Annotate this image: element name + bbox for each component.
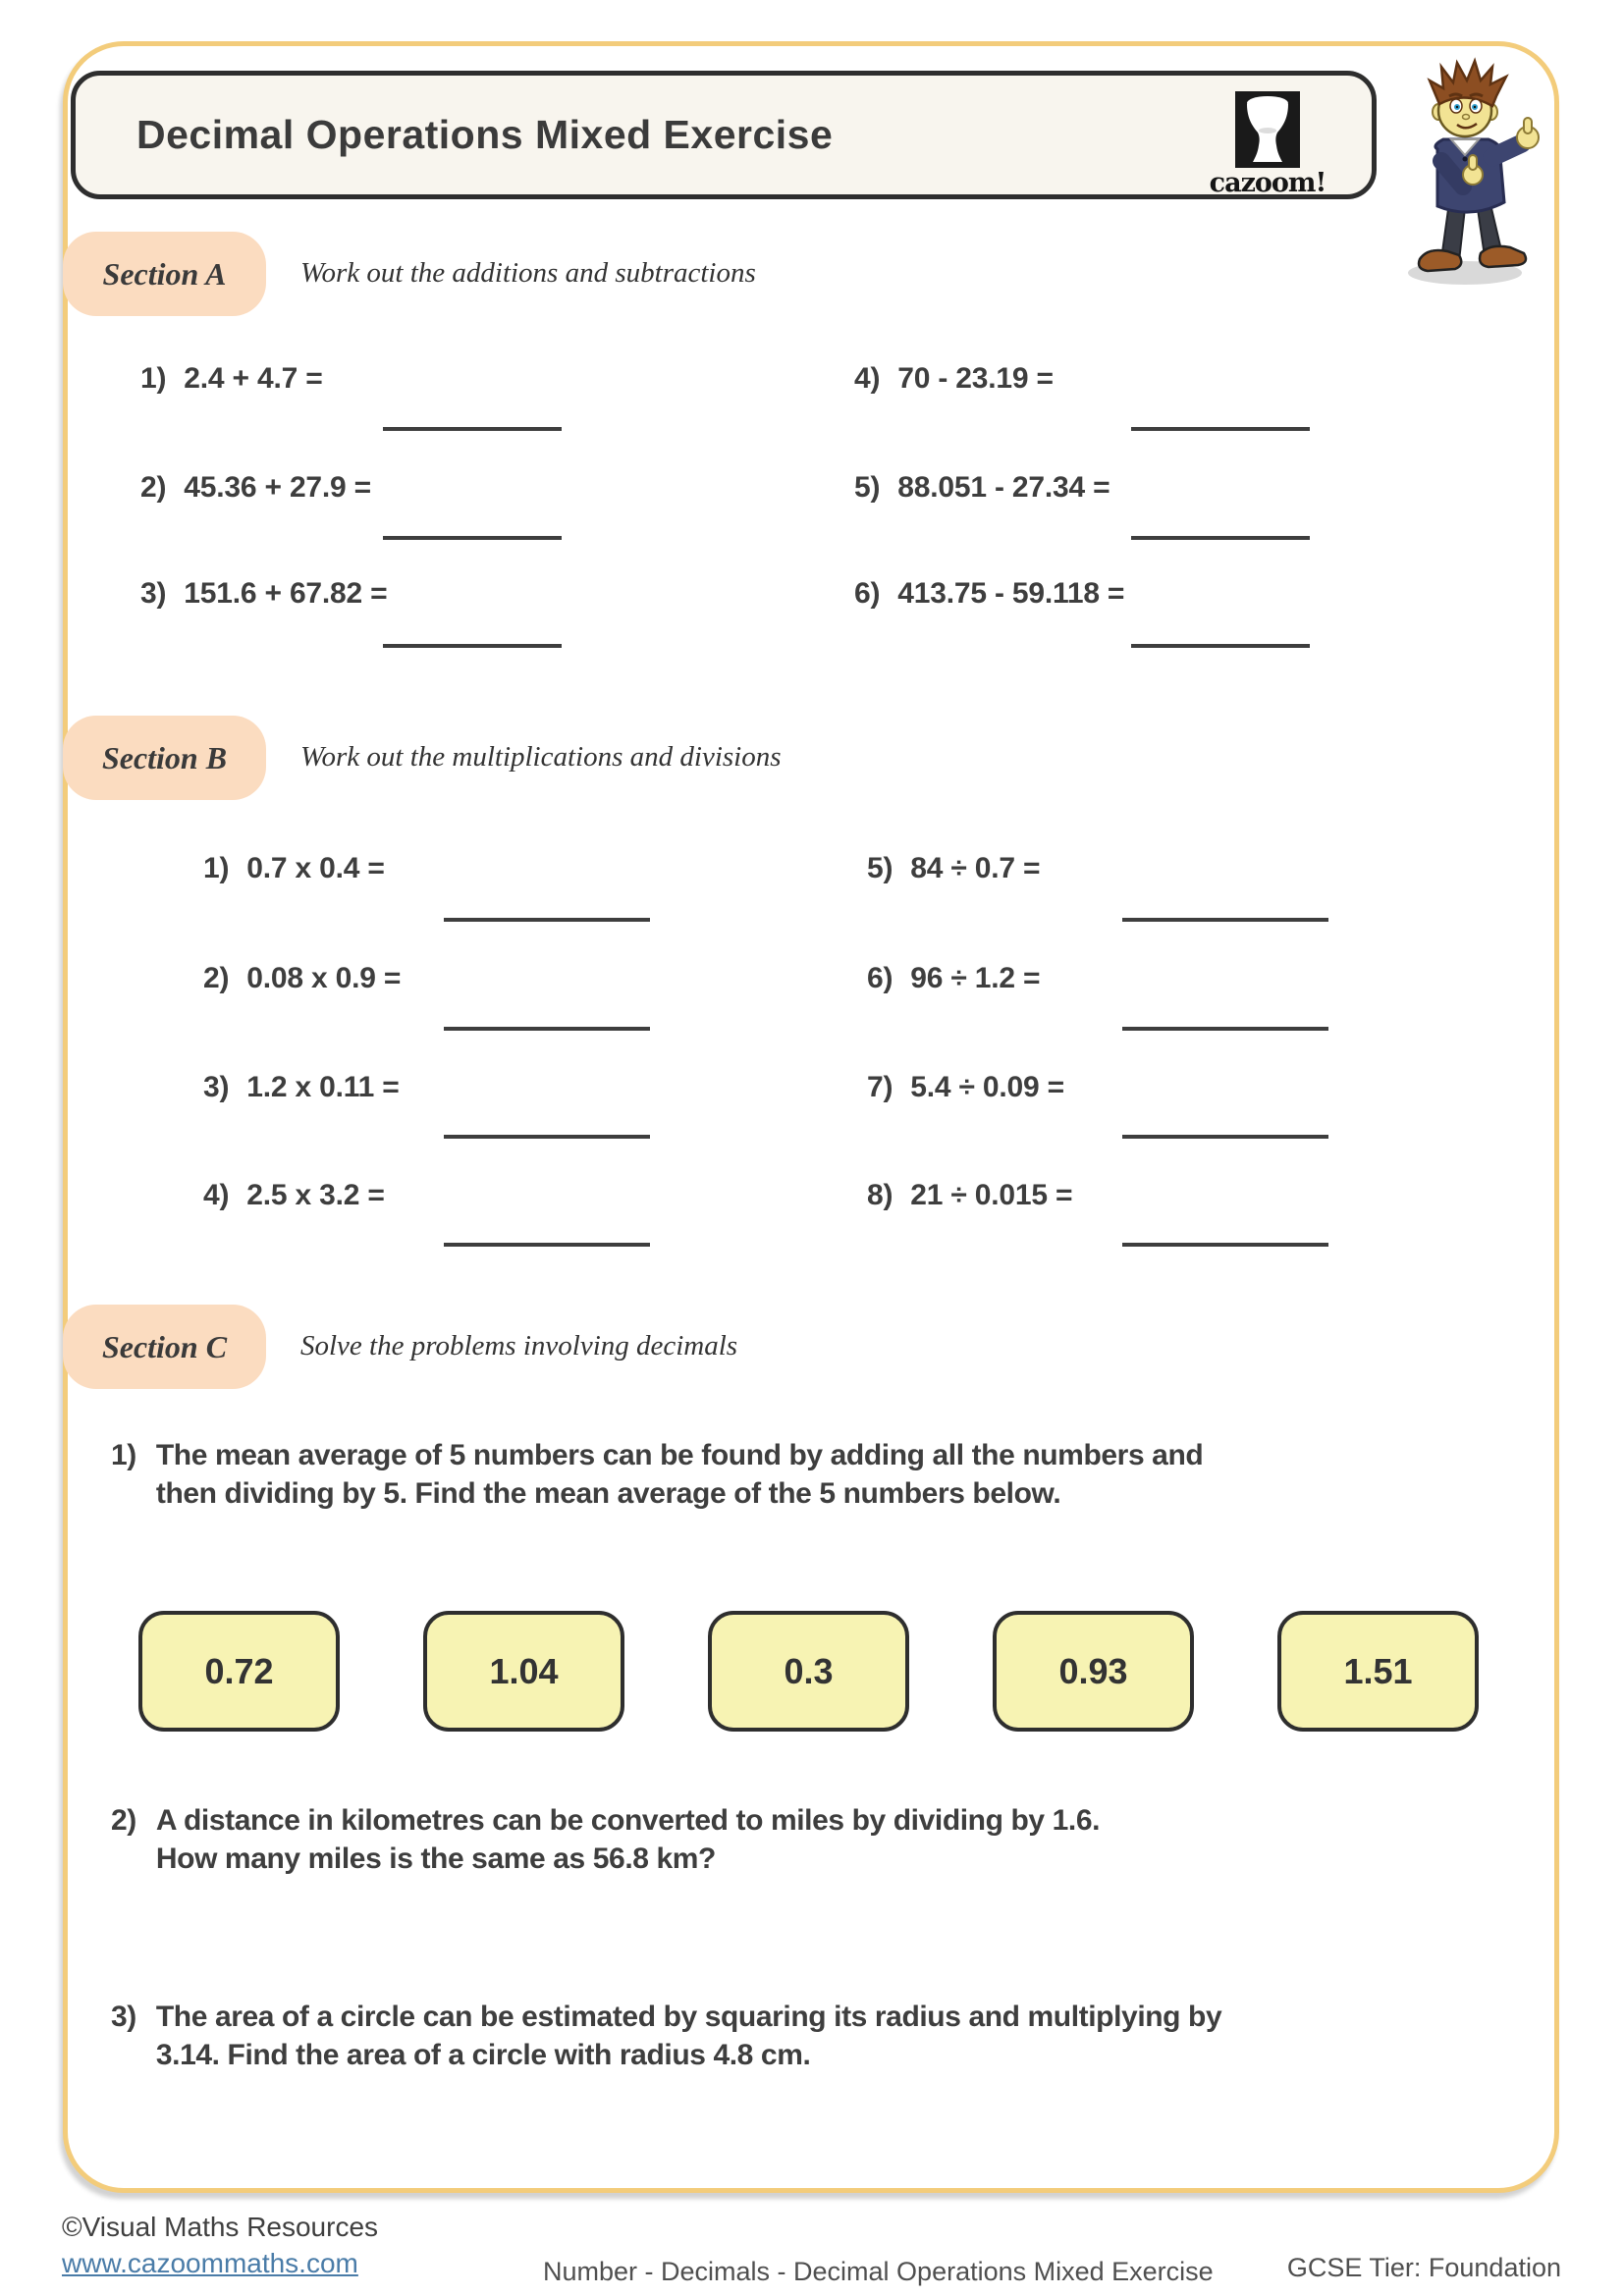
answer-line-b6[interactable] [1122, 1027, 1328, 1031]
problem-text-line: A distance in kilometres can be converted to miles by dividing by 1.6. [155, 1804, 1101, 1837]
number-card: 0.3 [708, 1611, 909, 1732]
answer-line-a3[interactable] [383, 644, 562, 648]
problem-expression: 84 ÷ 0.7 = [910, 852, 1041, 884]
section-b-instruction: Work out the multiplications and divisions [300, 741, 782, 773]
problem-number: 8) [867, 1179, 893, 1211]
number-card: 1.51 [1277, 1611, 1479, 1732]
answer-line-a5[interactable] [1131, 536, 1310, 540]
title-box [71, 71, 1377, 199]
problem-expression: 0.7 x 0.4 = [246, 852, 385, 884]
problem-b5 [867, 852, 1040, 885]
problem-number: 1) [111, 1439, 136, 1471]
problem-text-line: How many miles is the same as 56.8 km? [155, 1842, 716, 1875]
problem-expression: 2.5 x 3.2 = [246, 1179, 385, 1211]
problem-a3 [140, 577, 387, 611]
section-c-label: Section C [63, 1305, 266, 1389]
problem-expression: 70 - 23.19 = [897, 362, 1054, 395]
number-cards [138, 1611, 1484, 1732]
problem-text-line: The mean average of 5 numbers can be found by adding all the numbers and [155, 1439, 1204, 1471]
problem-number: 3) [203, 1071, 230, 1103]
answer-line-b5[interactable] [1122, 918, 1328, 922]
breadcrumb: Number - Decimals - Decimal Operations Mixed Exercise [543, 2257, 1214, 2286]
answer-line-a4[interactable] [1131, 427, 1310, 431]
number-card: 0.93 [993, 1611, 1194, 1732]
answer-line-b1[interactable] [444, 918, 650, 922]
mascot-character [1382, 55, 1551, 294]
problem-number: 3) [111, 2001, 136, 2033]
problem-a4 [854, 362, 1054, 396]
problem-a5 [854, 471, 1110, 505]
copyright-text: ©Visual Maths Resources [62, 2212, 379, 2242]
page-title: Decimal Operations Mixed Exercise [136, 112, 834, 157]
problem-expression: 45.36 + 27.9 = [184, 471, 371, 504]
answer-line-b7[interactable] [1122, 1135, 1328, 1139]
problem-b2 [203, 962, 401, 995]
answer-line-b8[interactable] [1122, 1243, 1328, 1247]
problem-expression: 1.2 x 0.11 = [246, 1071, 400, 1103]
section-b-label: Section B [63, 716, 266, 800]
problem-a2 [140, 471, 371, 505]
problem-number: 2) [140, 471, 167, 504]
problem-b1 [203, 852, 385, 885]
number-card: 0.72 [138, 1611, 340, 1732]
problem-b7 [867, 1071, 1064, 1104]
section-a-label: Section A [63, 232, 266, 316]
problem-expression: 5.4 ÷ 0.09 = [910, 1071, 1064, 1103]
problem-number: 6) [867, 962, 893, 994]
problem-number: 7) [867, 1071, 893, 1103]
website-link[interactable]: www.cazoommaths.com [62, 2248, 358, 2278]
problem-expression: 0.08 x 0.9 = [246, 962, 402, 994]
problem-number: 5) [867, 852, 893, 884]
problem-expression: 413.75 - 59.118 = [897, 577, 1125, 610]
problem-b8 [867, 1179, 1072, 1212]
problem-number: 5) [854, 471, 881, 504]
problem-b4 [203, 1179, 385, 1212]
logo-drum-icon [1235, 91, 1300, 168]
answer-line-a1[interactable] [383, 427, 562, 431]
problem-c3 [111, 1998, 1221, 2074]
problem-expression: 151.6 + 67.82 = [184, 577, 388, 610]
cazoom-logo [1201, 91, 1334, 198]
problem-expression: 2.4 + 4.7 = [184, 362, 323, 395]
problem-expression: 21 ÷ 0.015 = [910, 1179, 1073, 1211]
problem-c1 [111, 1436, 1203, 1513]
problem-b3 [203, 1071, 400, 1104]
problem-number: 4) [203, 1179, 230, 1211]
problem-text-line: then dividing by 5. Find the mean average of the 5 numbers below. [155, 1477, 1061, 1510]
problem-number: 3) [140, 577, 167, 610]
answer-line-b2[interactable] [444, 1027, 650, 1031]
problem-number: 1) [203, 852, 230, 884]
problem-b6 [867, 962, 1040, 995]
problem-number: 2) [203, 962, 230, 994]
logo-text: cazoom! [1209, 168, 1326, 198]
problem-expression: 96 ÷ 1.2 = [910, 962, 1041, 994]
problem-text-line: The area of a circle can be estimated by squaring its radius and multiplying by [155, 2001, 1222, 2033]
problem-text-line: 3.14. Find the area of a circle with radius 4.8 cm. [155, 2039, 811, 2071]
problem-c2 [111, 1801, 1100, 1878]
answer-line-a6[interactable] [1131, 644, 1310, 648]
problem-number: 4) [854, 362, 881, 395]
problem-number: 1) [140, 362, 167, 395]
section-c-instruction: Solve the problems involving decimals [300, 1330, 738, 1362]
answer-line-a2[interactable] [383, 536, 562, 540]
problem-a6 [854, 577, 1124, 611]
tier-label: GCSE Tier: Foundation [1286, 2253, 1561, 2282]
problem-expression: 88.051 - 27.34 = [897, 471, 1110, 504]
problem-a1 [140, 362, 323, 396]
number-card: 1.04 [423, 1611, 624, 1732]
problem-number: 2) [111, 1804, 136, 1837]
answer-line-b4[interactable] [444, 1243, 650, 1247]
section-a-instruction: Work out the additions and subtractions [300, 257, 756, 289]
problem-number: 6) [854, 577, 881, 610]
answer-line-b3[interactable] [444, 1135, 650, 1139]
